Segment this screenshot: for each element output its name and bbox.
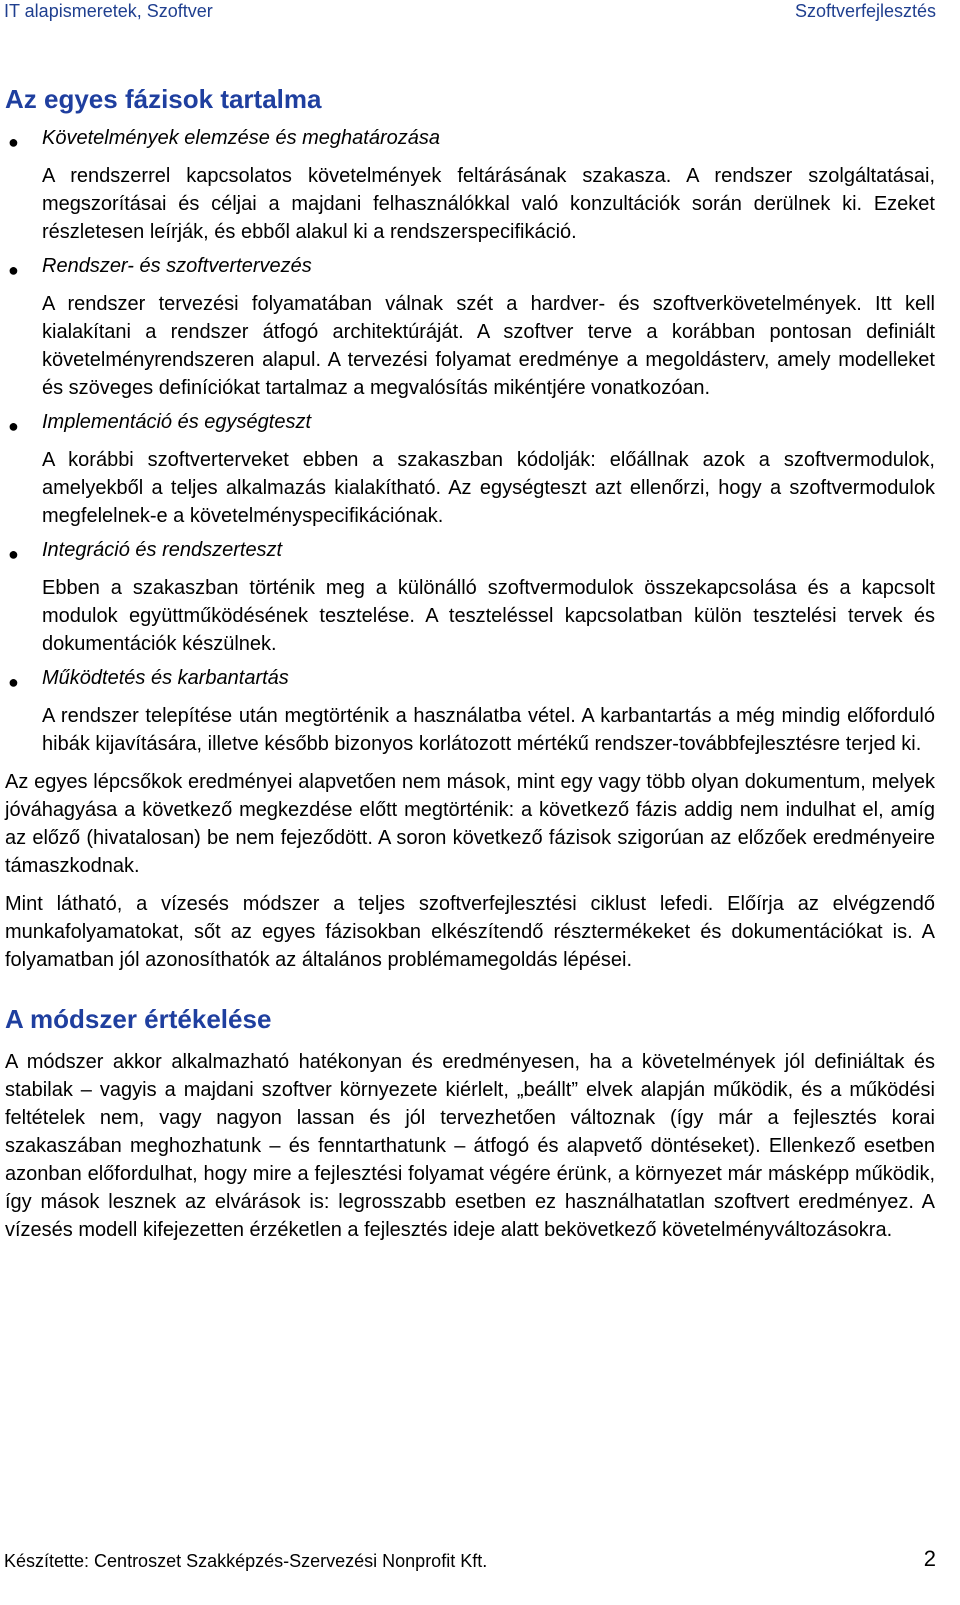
list-item bbox=[5, 664, 935, 758]
footer-author: Készítette: Centroszet Szakképzés-Szervezési Nonprofit Kft. bbox=[4, 1551, 488, 1571]
page-number: 2 bbox=[923, 1546, 936, 1571]
bullet-icon: ● bbox=[8, 132, 19, 152]
list-item-text: A rendszer tervezési folyamatában válnak szét a hardver- és szoftverkövetelmények. Itt kell kialakítani a rendszer átfogó architektúráját. A szoftver terve a korábban pontosan definiált követelményrendszeren alapul. A tervezési folyamat eredménye a megoldásterv, amely modelleket és szöveges definíciókat tartalmaz a megvalósítás mikéntjére vonatkozóan. bbox=[42, 293, 935, 399]
list-item-text: A rendszerrel kapcsolatos követelmények feltárásának szakasza. A rendszer szolgáltatásai, megszorításai és céljai a majdani felhasználókkal való konzultációk során derülnek ki. Ezeket részletesen leírják, és ebből alakul ki a rendszerspecifikáció. bbox=[42, 165, 935, 243]
page-footer bbox=[4, 1542, 936, 1572]
list-item-text: Ebben a szakaszban történik meg a különálló szoftvermodulok összekapcsolása és a kapcsolt modulok együttműködésének tesztelése. A teszteléssel kapcsolatban külön tesztelési tervek és dokumentációk készülnek. bbox=[42, 577, 935, 655]
bullet-icon: ● bbox=[8, 416, 19, 436]
bullet-icon: ● bbox=[8, 260, 19, 280]
list-item-title: Implementáció és egységteszt bbox=[42, 411, 312, 433]
document-body bbox=[5, 80, 935, 1244]
phase-list bbox=[5, 124, 935, 758]
body-paragraph: A módszer akkor alkalmazható hatékonyan és eredményesen, ha a követelmények jól definiáltak és stabilak – vagyis a majdani szoftver környezete kiérlelt, „beállt” elvek alapján működik, és a működési feltételek nem, vagy nagyon lassan és jól tervezhetően változnak (így már a fejlesztés korai szakaszában meghozhatunk – és fenntarthatunk – átfogó és alapvető döntéseket). Ellenkező esetben azonban előfordulhat, hogy mire a fejlesztési folyamat végére érünk, a környezet már másképp működik, így mások lesznek az elvárások is: legrosszabb esetben ez használhatatlan szoftvert eredményez. A vízesés modell kifejezetten érzéketlen a fejlesztés ideje alatt bekövetkező követelményváltozásokra. bbox=[5, 1051, 935, 1241]
list-item-title: Rendszer- és szoftvertervezés bbox=[42, 255, 312, 277]
list-item-title: Működtetés és karbantartás bbox=[42, 667, 289, 689]
list-item bbox=[5, 536, 935, 658]
list-item-title: Integráció és rendszerteszt bbox=[42, 539, 283, 561]
list-item bbox=[5, 252, 935, 402]
list-item bbox=[5, 124, 935, 246]
bullet-icon: ● bbox=[8, 672, 19, 692]
list-item bbox=[5, 408, 935, 530]
header-left: IT alapismeretek, Szoftver bbox=[4, 1, 213, 21]
bullet-icon: ● bbox=[8, 544, 19, 564]
list-item-title: Követelmények elemzése és meghatározása bbox=[42, 127, 440, 149]
section-heading-phases: Az egyes fázisok tartalma bbox=[5, 84, 322, 114]
section-heading-evaluation: A módszer értékelése bbox=[5, 1004, 272, 1034]
list-item-text: A rendszer telepítése után megtörténik a használatba vétel. A karbantartás a még mindig előforduló hibák kijavítására, illetve később bizonyos korlátozott mértékű rendszer-továbbfejlesztésre terjed ki. bbox=[42, 705, 935, 755]
header-right: Szoftverfejlesztés bbox=[794, 1, 936, 21]
list-item-text: A korábbi szoftverterveket ebben a szakaszban kódolják: előállnak azok a szoftvermodulok, amelyekből a teljes alkalmazás kialakítható. Az egységteszt azt ellenőrzi, hogy a szoftvermodulok megfelelnek-e a követelményspecifikációnak. bbox=[42, 449, 935, 527]
page-header bbox=[4, 0, 936, 22]
body-paragraph: Az egyes lépcsőkok eredményei alapvetően nem mások, mint egy vagy több olyan dokumentum, melyek jóváhagyása a következő megkezdése előtt megtörténik: a következő fázis addig nem indulhat el, amíg az előző (hivatalosan) be nem fejeződött. A soron következő fázisok szigorúan az előzőek eredményeire támaszkodnak. bbox=[5, 771, 935, 877]
body-paragraph: Mint látható, a vízesés módszer a teljes szoftverfejlesztési ciklust lefedi. Előírja az elvégzendő munkafolyamatokat, sőt az egyes fázisokban elkészítendő résztermékeket és dokumentációkat is. A folyamatban jól azonosíthatók az általános problémamegoldás lépései. bbox=[5, 893, 935, 971]
